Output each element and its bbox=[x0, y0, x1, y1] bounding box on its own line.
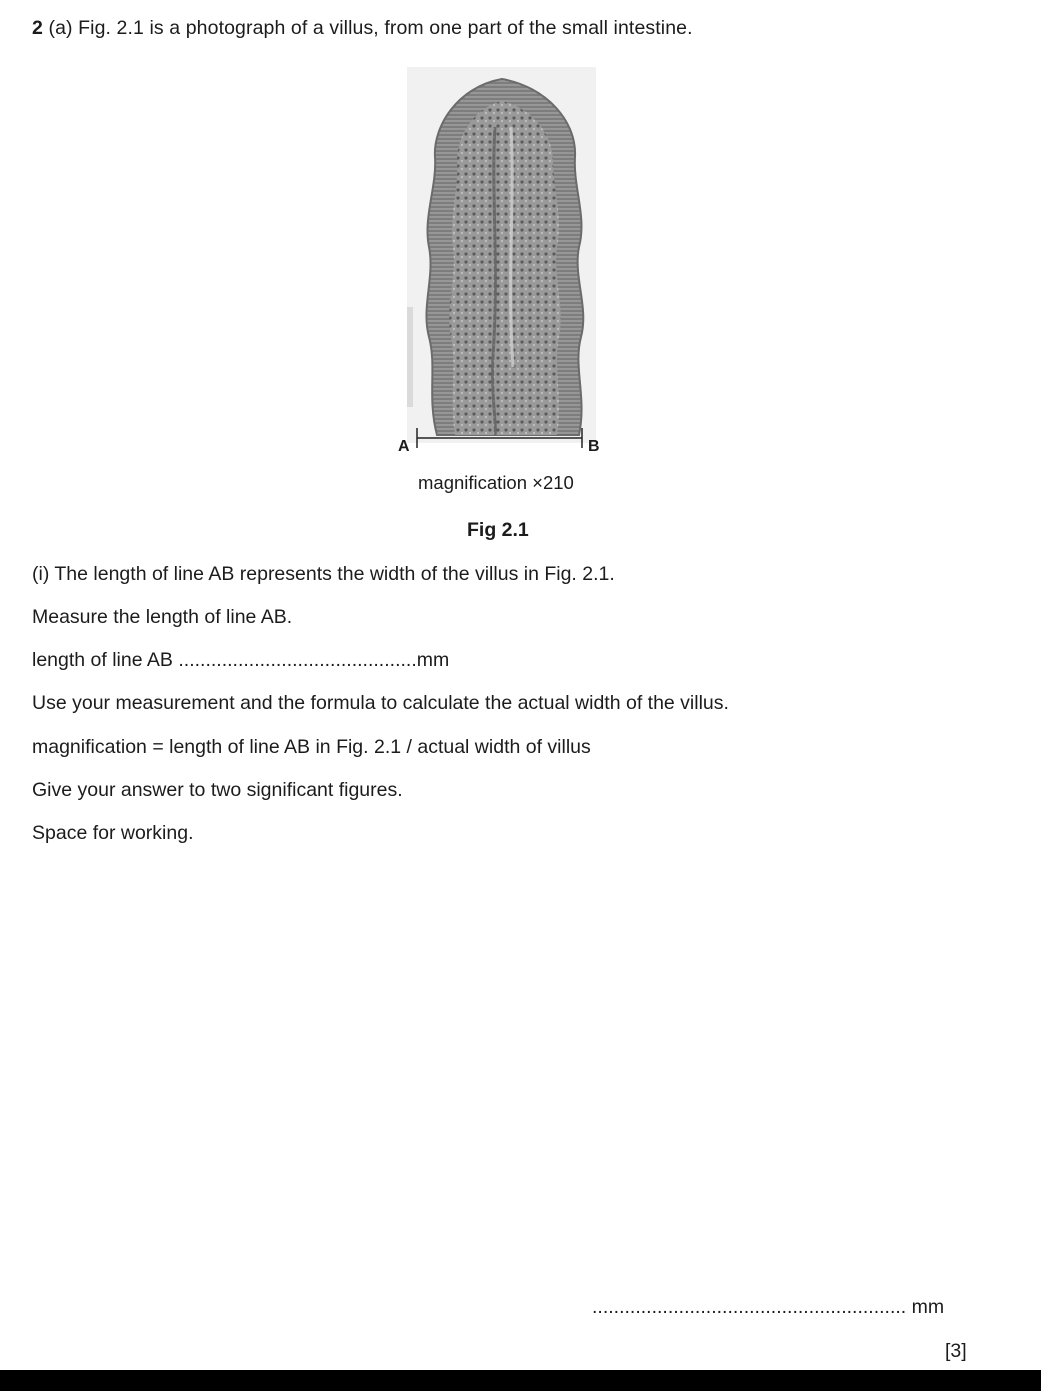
measure-instruction: Measure the length of line AB. bbox=[32, 606, 293, 628]
villus-photograph bbox=[407, 67, 596, 443]
final-answer-field[interactable]: .......................................................... bbox=[592, 1296, 912, 1318]
length-label: length of line AB bbox=[32, 649, 173, 671]
calculate-instruction: Use your measurement and the formula to calculate the actual width of the villus. bbox=[32, 692, 729, 714]
question-heading-text: (a) Fig. 2.1 is a photograph of a villus, from one part of the small intestine. bbox=[42, 17, 693, 39]
final-answer-unit: mm bbox=[911, 1296, 945, 1318]
sub-question-i: (i) The length of line AB represents the width of the villus in Fig. 2.1. bbox=[32, 563, 615, 585]
label-b: B bbox=[588, 438, 600, 455]
length-answer-line bbox=[32, 649, 449, 672]
bottom-black-bar bbox=[0, 1370, 1041, 1391]
working-space-label: Space for working. bbox=[32, 822, 194, 844]
question-number: 2 bbox=[32, 17, 43, 39]
length-answer-field[interactable]: ............................................ bbox=[172, 649, 417, 671]
magnification-label: magnification ×210 bbox=[418, 472, 574, 493]
figure-caption: Fig 2.1 bbox=[467, 519, 529, 541]
formula: magnification = length of line AB in Fig. 2.1 / actual width of villus bbox=[32, 736, 591, 758]
line-ab bbox=[405, 428, 595, 448]
marks-allocation: [3] bbox=[945, 1340, 967, 1362]
question-heading bbox=[32, 17, 693, 40]
label-a: A bbox=[398, 438, 410, 455]
sig-figs-instruction: Give your answer to two significant figures. bbox=[32, 779, 403, 801]
final-answer-line bbox=[592, 1296, 944, 1319]
length-unit: mm bbox=[416, 649, 450, 671]
